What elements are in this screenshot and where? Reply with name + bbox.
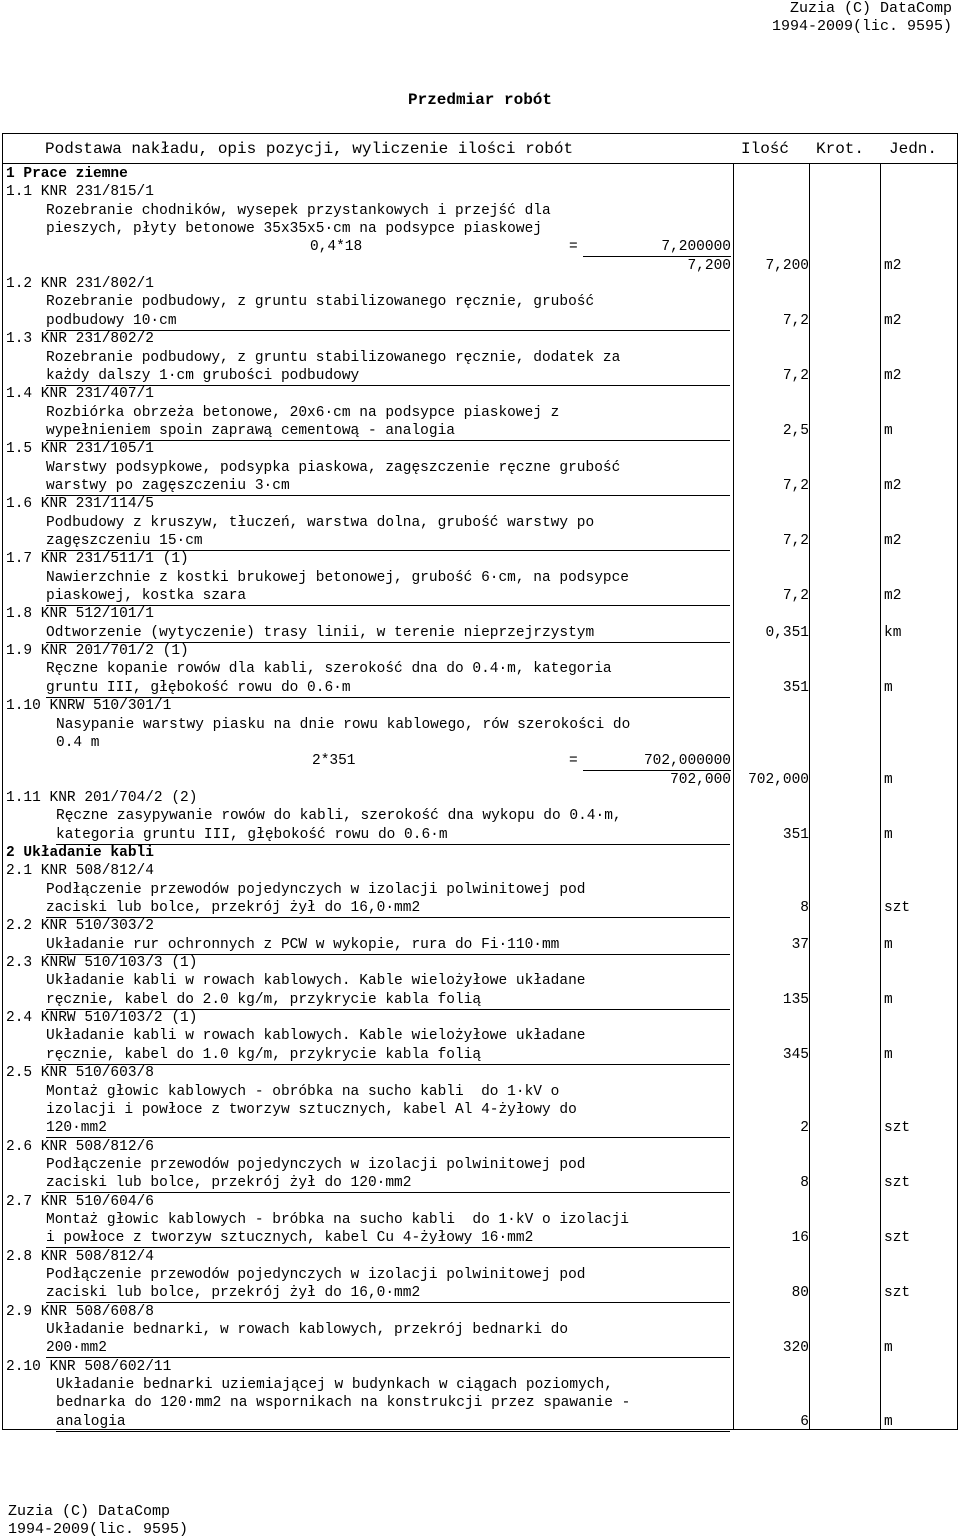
item-description: bednarka do 120·mm2 na wspornikach na konstrukcji przez spawanie - [56, 1395, 631, 1412]
item-number: 2.3 [6, 955, 33, 972]
item-quantity: 345 [782, 1046, 809, 1063]
item-basis: KNR 508/812/6 [32, 1138, 154, 1155]
col-divider [733, 164, 734, 1429]
item-description: Warstwy podsypkowe, podsypka piaskowa, zagęszczenie ręczne grubość [46, 459, 621, 476]
col-divider [880, 164, 881, 1429]
item-basis: KNR 231/407/1 [32, 386, 154, 403]
item-description: Odtworzenie (wytyczenie) trasy linii, w terenie nieprzejrzystym [46, 624, 730, 643]
item-description: i powłoce z tworzyw sztucznych, kabel Cu 4-żyłowy 16·mm2 [46, 1229, 730, 1248]
item-unit: m [884, 1413, 893, 1430]
item-unit: m2 [884, 533, 902, 549]
item-basis: KNR 231/114/5 [32, 496, 154, 513]
item-quantity: 80 [791, 1285, 809, 1302]
item-number: 1.1 [6, 184, 33, 201]
item-description: wypełnieniem spoin zaprawą cementową - analogia [46, 422, 730, 441]
calc-expression: 0,4*18 [310, 239, 363, 256]
item-code [6, 330, 154, 348]
item-basis: KNR 508/812/4 [32, 863, 154, 880]
item-number: 2.6 [6, 1138, 33, 1155]
item-quantity: 8 [800, 900, 809, 916]
item-description: Podłączenie przewodów pojedynczych w izolacji polwinitowej pod [46, 881, 586, 898]
item-description: 200·mm2 [46, 1339, 730, 1358]
item-basis: KNR 508/812/4 [32, 1248, 154, 1265]
item-description: zaciski lub bolce, przekrój żył do 120·mm2 [46, 1174, 730, 1193]
item-code [6, 1248, 154, 1266]
item-description: Montaż głowic kablowych - obróbka na sucho kabli do 1·kV o [46, 1083, 560, 1100]
item-number: 2.9 [6, 1303, 33, 1320]
item-number: 1.4 [6, 386, 33, 403]
item-number: 2.5 [6, 1065, 33, 1082]
calc-subtotal: 7,200 [687, 257, 731, 274]
item-description: Układanie rur ochronnych z PCW w wykopie, rura do Fi·110·mm [46, 936, 730, 955]
item-quantity: 7,2 [782, 367, 809, 384]
item-description: zaciski lub bolce, przekrój żył do 16,0·mm2 [46, 1284, 730, 1303]
item-code [6, 1138, 154, 1156]
item-basis: KNRW 510/103/2 (1) [32, 1010, 198, 1027]
item-quantity: 8 [800, 1175, 809, 1192]
item-number: 1.9 [6, 643, 33, 660]
item-description: każdy dalszy 1·cm grubości podbudowy [46, 367, 730, 386]
item-code [6, 605, 154, 623]
footer-license [8, 1503, 188, 1539]
item-description: izolacji i powłoce z tworzyw sztucznych, kabel Al 4-żyłowy do [46, 1101, 577, 1118]
item-number: 2.10 [6, 1358, 41, 1375]
item-unit: szt [884, 900, 911, 916]
item-description: Montaż głowic kablowych - bróbka na sucho kabli do 1·kV o izolacji [46, 1211, 629, 1228]
item-basis: KNRW 510/103/3 (1) [32, 955, 198, 972]
table-header [3, 134, 957, 164]
item-code [6, 440, 154, 458]
calc-equals: = [569, 239, 578, 256]
item-quantity: 7,2 [782, 312, 809, 329]
col-header-unit: Jedn. [889, 140, 938, 158]
item-basis: KNRW 510/301/1 [40, 698, 172, 715]
item-quantity: 351 [782, 679, 809, 696]
item-code [6, 275, 154, 293]
item-basis: KNR 510/303/2 [32, 918, 154, 935]
item-basis: KNR 231/105/1 [32, 441, 154, 458]
item-unit: szt [884, 1230, 911, 1247]
footer-line-1: Zuzia (C) DataComp [8, 1503, 171, 1520]
col-divider [809, 164, 810, 1429]
item-number: 2.1 [6, 863, 33, 880]
item-code [6, 1193, 154, 1211]
item-description: Podłączenie przewodów pojedynczych w izolacji polwinitowej pod [46, 1156, 586, 1173]
item-code [6, 789, 197, 807]
item-basis: KNR 231/511/1 (1) [32, 551, 189, 568]
item-unit: m [884, 991, 893, 1008]
calc-value: 7,200000 [661, 239, 731, 256]
item-description: Podbudowy z kruszyw, tłuczeń, warstwa dolna, grubość warstwy po [46, 514, 595, 531]
item-unit: m [884, 826, 893, 843]
calc-expression: 2*351 [312, 753, 356, 770]
item-code [6, 550, 189, 568]
item-unit: m2 [884, 257, 902, 274]
item-quantity: 320 [782, 1340, 809, 1357]
item-description: Ręczne kopanie rowów dla kabli, szerokość dna do 0.4·m, kategoria [46, 661, 612, 678]
bill-of-quantities-table [2, 133, 958, 1430]
item-description: Rozebranie chodników, wysepek przystankowych i przejść dla [46, 202, 551, 219]
col-header-quantity: Ilość [741, 140, 790, 158]
calc-value: 702,000000 [643, 753, 731, 770]
item-unit: km [884, 624, 902, 641]
item-code [6, 1009, 197, 1027]
item-description: piaskowej, kostka szara [46, 587, 730, 606]
item-number: 1.2 [6, 276, 33, 293]
item-description: Ręczne zasypywanie rowów do kabli, szerokość dna wykopu do 0.4·m, [56, 808, 622, 825]
item-quantity: 2 [800, 1120, 809, 1137]
item-basis: KNR 231/802/1 [32, 276, 154, 293]
item-description: Układanie bednarki, w rowach kablowych, przekrój bednarki do [46, 1322, 569, 1339]
header-line-1: Zuzia (C) DataComp [789, 0, 952, 17]
item-number: 1.11 [6, 789, 41, 806]
item-code [6, 1358, 171, 1376]
item-basis: KNR 231/802/2 [32, 331, 154, 348]
item-unit: szt [884, 1175, 911, 1192]
item-code [6, 385, 154, 403]
item-code [6, 1303, 154, 1321]
item-description: Nawierzchnie z kostki brukowej betonowej, grubość 6·cm, na podsypce [46, 569, 629, 586]
item-description: warstwy po zagęszczeniu 3·cm [46, 477, 730, 496]
item-description: zaciski lub bolce, przekrój żył do 16,0·mm2 [46, 899, 730, 918]
item-quantity: 135 [782, 991, 809, 1008]
item-basis: KNR 231/815/1 [32, 184, 154, 201]
item-quantity: 2,5 [782, 422, 809, 439]
item-description: pieszych, płyty betonowe 35x35x5·cm na podsypce piaskowej [46, 221, 542, 238]
item-description: Rozebranie podbudowy, z gruntu stabilizowanego ręcznie, dodatek za [46, 349, 621, 366]
item-number: 1.5 [6, 441, 33, 458]
item-unit: m [884, 936, 893, 953]
item-description: kategoria gruntu III, głębokość rowu do 0.6·m [56, 826, 730, 845]
col-header-description: Podstawa nakładu, opis pozycji, wyliczenie ilości robót [45, 140, 574, 158]
item-quantity: 351 [782, 826, 809, 843]
col-header-multiplier: Krot. [816, 140, 865, 158]
item-unit: m2 [884, 588, 902, 605]
item-code [6, 917, 154, 935]
item-description: Rozebranie podbudowy, z gruntu stabilizowanego ręcznie, grubość [46, 294, 595, 311]
item-code [6, 697, 171, 715]
page-title: Przedmiar robót [407, 91, 553, 109]
item-basis: KNR 510/603/8 [32, 1065, 154, 1082]
item-unit: m [884, 1340, 893, 1357]
item-quantity: 16 [791, 1230, 809, 1247]
item-quantity: 7,2 [782, 588, 809, 605]
item-code [6, 495, 154, 513]
item-unit: m [884, 679, 893, 696]
item-quantity: 702,000 [748, 771, 809, 788]
item-code [6, 642, 189, 660]
item-basis: KNR 512/101/1 [32, 606, 154, 623]
item-number: 2.2 [6, 918, 33, 935]
item-description: Rozbiórka obrzeża betonowe, 20x6·cm na podsypce piaskowej z [46, 404, 560, 421]
item-quantity: 7,200 [765, 257, 809, 274]
section-heading: 1 Prace ziemne [6, 166, 128, 182]
item-number: 1.6 [6, 496, 33, 513]
item-description: zagęszczeniu 15·cm [46, 532, 730, 551]
item-quantity: 7,2 [782, 477, 809, 494]
item-number: 1.10 [6, 698, 41, 715]
item-quantity: 7,2 [782, 533, 809, 549]
item-code [6, 862, 154, 880]
item-description: Podłączenie przewodów pojedynczych w izolacji polwinitowej pod [46, 1267, 586, 1283]
item-number: 2.8 [6, 1248, 33, 1265]
item-description: Układanie kabli w rowach kablowych. Kable wielożyłowe układane [46, 1028, 586, 1045]
footer-line-2: 1994-2009(lic. 9595) [8, 1521, 189, 1538]
item-number: 1.7 [6, 551, 33, 568]
item-number: 1.3 [6, 331, 33, 348]
item-unit: m [884, 771, 893, 788]
item-description: Układanie kabli w rowach kablowych. Kable wielożyłowe układane [46, 973, 586, 990]
item-basis: KNR 508/602/11 [40, 1358, 172, 1375]
item-unit: szt [884, 1285, 911, 1302]
item-description: Nasypanie warstwy piasku na dnie rowu kablowego, rów szerokości do [56, 716, 631, 733]
item-quantity: 0,351 [765, 624, 809, 641]
item-unit: m2 [884, 367, 902, 384]
item-unit: m2 [884, 312, 902, 329]
item-unit: m [884, 1046, 893, 1063]
item-description: Układanie bednarki uziemiającej w budynkach w ciągach poziomych, [56, 1377, 613, 1394]
item-unit: m [884, 422, 893, 439]
item-description: ręcznie, kabel do 2.0 kg/m, przykrycie kabla folią [46, 991, 730, 1010]
item-description: 120·mm2 [46, 1119, 730, 1138]
item-basis: KNR 201/701/2 (1) [32, 643, 189, 660]
item-basis: KNR 508/608/8 [32, 1303, 154, 1320]
item-description: 0.4 m [56, 734, 100, 751]
item-code [6, 954, 197, 972]
item-code [6, 183, 154, 201]
item-description: ręcznie, kabel do 1.0 kg/m, przykrycie kabla folią [46, 1046, 730, 1065]
item-number: 1.8 [6, 606, 33, 623]
item-number: 2.4 [6, 1010, 33, 1027]
item-basis: KNR 510/604/6 [32, 1193, 154, 1210]
item-quantity: 6 [800, 1413, 809, 1430]
item-description: analogia [56, 1413, 730, 1432]
item-code [6, 1064, 154, 1082]
calc-equals: = [569, 753, 578, 770]
section-heading: 2 Układanie kabli [6, 844, 154, 861]
header-line-2: 1994-2009(lic. 9595) [771, 18, 952, 35]
calc-subtotal: 702,000 [670, 771, 731, 788]
item-description: gruntu III, głębokość rowu do 0.6·m [46, 679, 730, 698]
item-unit: szt [884, 1120, 911, 1137]
item-unit: m2 [884, 477, 902, 494]
item-number: 2.7 [6, 1193, 33, 1210]
item-basis: KNR 201/704/2 (2) [40, 789, 198, 806]
item-quantity: 37 [791, 936, 809, 953]
header-license [772, 0, 952, 36]
item-description: podbudowy 10·cm [46, 312, 730, 331]
